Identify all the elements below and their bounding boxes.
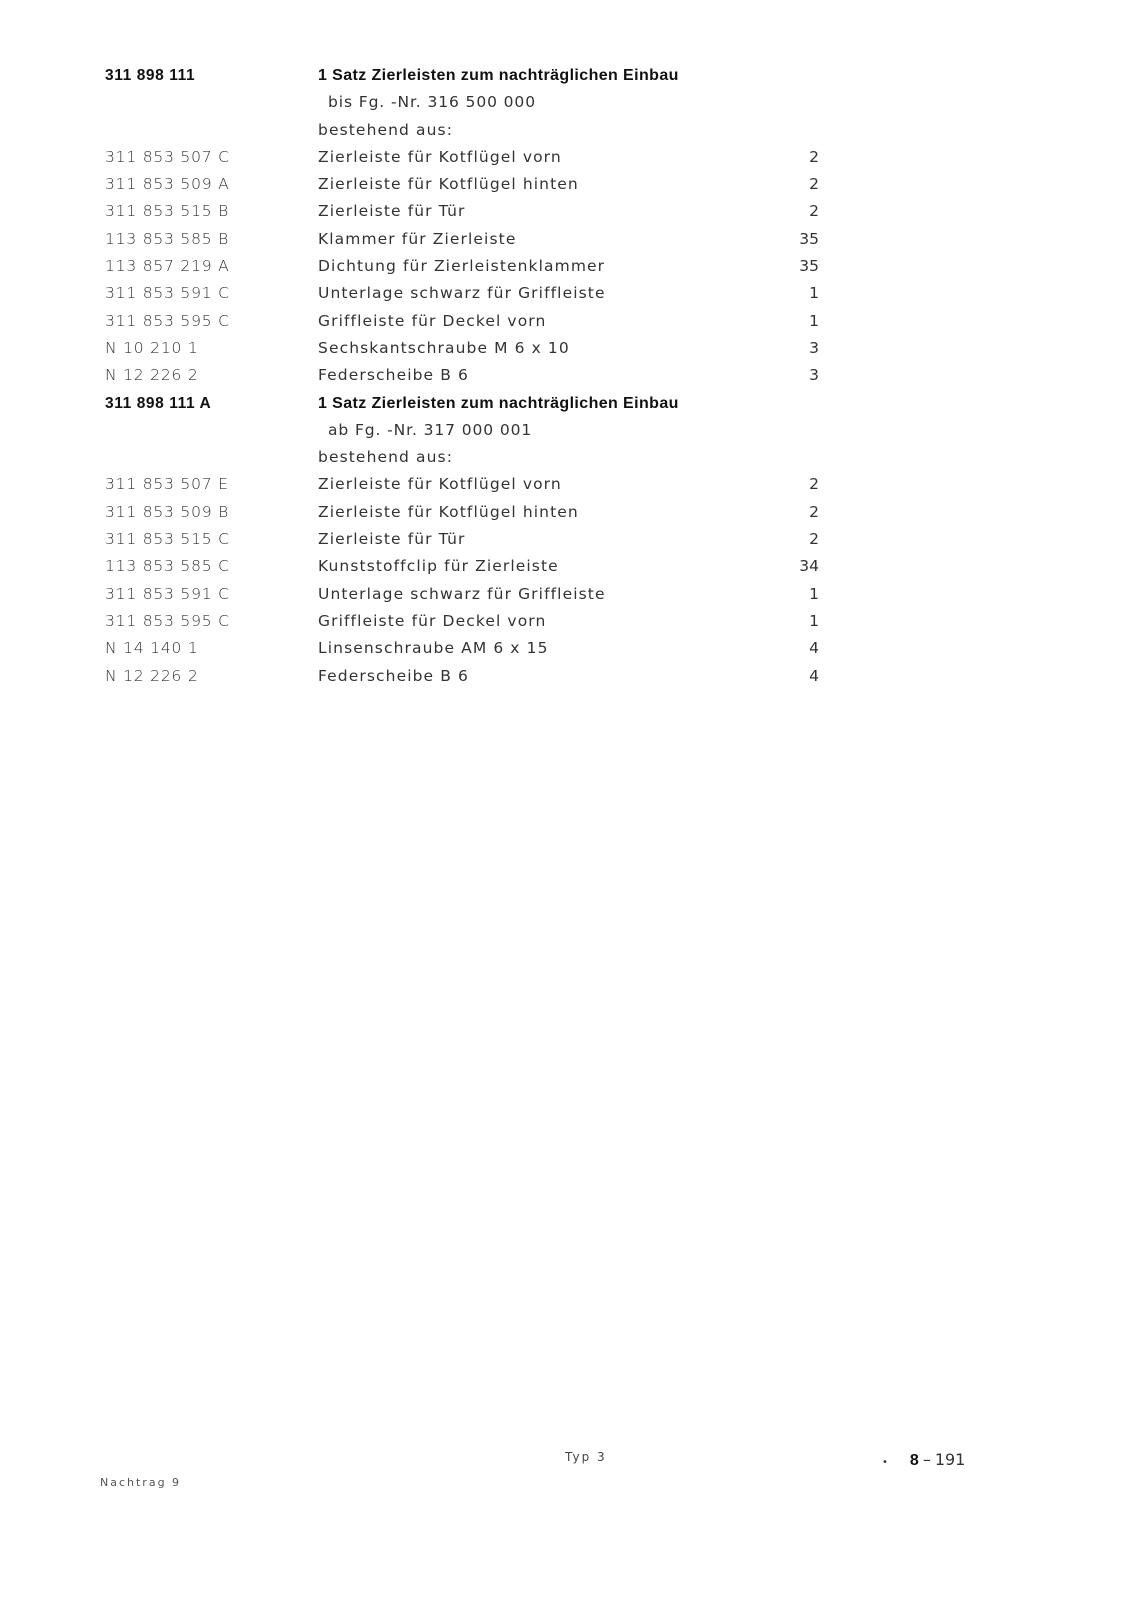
page-separator: – — [922, 1450, 931, 1469]
part-quantity: 2 — [809, 502, 819, 521]
part-description: Federscheibe B 6 — [318, 666, 469, 685]
part-row — [0, 526, 1137, 553]
part-number: 311 853 509 B — [105, 502, 230, 521]
part-number: 311 853 595 C — [105, 611, 230, 630]
part-description: Federscheibe B 6 — [318, 366, 469, 385]
part-description: bestehend aus: — [318, 448, 454, 467]
part-description: Zierleiste für Kotflügel vorn — [318, 147, 562, 166]
consisting-of-row — [0, 444, 1137, 471]
part-number: N 10 210 1 — [105, 338, 199, 357]
part-number: 311 853 591 C — [105, 584, 230, 603]
part-description: Kunststoffclip für Zierleiste — [318, 557, 559, 576]
part-number: 311 853 515 B — [105, 202, 230, 221]
part-description: Sechskantschraube M 6 x 10 — [318, 338, 570, 357]
chassis-range-row — [0, 417, 1137, 444]
part-number: 311 853 509 A — [105, 175, 230, 194]
consisting-of-row — [0, 117, 1137, 144]
part-quantity: 1 — [809, 284, 819, 303]
part-row — [0, 581, 1137, 608]
part-number: 311 853 595 C — [105, 311, 230, 330]
part-quantity: 34 — [799, 557, 819, 576]
part-row — [0, 663, 1137, 690]
part-row — [0, 499, 1137, 526]
part-description: 1 Satz Zierleisten zum nachträglichen Einbau — [318, 394, 679, 412]
part-quantity: 1 — [809, 611, 819, 630]
part-row — [0, 226, 1137, 253]
part-quantity: 2 — [809, 475, 819, 494]
part-quantity: 35 — [799, 257, 819, 276]
part-row — [0, 362, 1137, 389]
part-quantity: 1 — [809, 584, 819, 603]
page-count: 191 — [934, 1450, 966, 1469]
part-description: bestehend aus: — [318, 120, 454, 139]
part-quantity: 35 — [799, 229, 819, 248]
part-number: 311 853 507 C — [105, 147, 230, 166]
part-description: Unterlage schwarz für Griffleiste — [318, 584, 606, 603]
part-description: Zierleiste für Tür — [318, 530, 466, 549]
parts-list — [0, 62, 1137, 690]
part-quantity: 3 — [809, 338, 819, 357]
part-description: Griffleiste für Deckel vorn — [318, 611, 547, 630]
part-number: 311 853 515 C — [105, 530, 230, 549]
part-quantity: 2 — [809, 202, 819, 221]
part-description: bis Fg. -Nr. 316 500 000 — [328, 93, 536, 112]
part-row — [0, 335, 1137, 362]
part-number: 311 853 591 C — [105, 284, 230, 303]
set-header-row — [0, 62, 1137, 89]
bullet-dot: • — [882, 1457, 888, 1468]
part-description: Dichtung für Zierleistenklammer — [318, 257, 606, 276]
part-row — [0, 253, 1137, 280]
part-quantity: 4 — [809, 639, 819, 658]
part-number: 113 857 219 A — [105, 257, 230, 276]
part-row — [0, 553, 1137, 580]
part-number: N 14 140 1 — [105, 639, 199, 658]
part-row — [0, 635, 1137, 662]
part-row — [0, 608, 1137, 635]
part-number: 113 853 585 C — [105, 557, 230, 576]
part-description: Zierleiste für Kotflügel hinten — [318, 502, 579, 521]
part-quantity: 2 — [809, 175, 819, 194]
part-description: Unterlage schwarz für Griffleiste — [318, 284, 606, 303]
part-description: Linsenschraube AM 6 x 15 — [318, 639, 549, 658]
part-row — [0, 471, 1137, 498]
part-quantity: 1 — [809, 311, 819, 330]
part-row — [0, 171, 1137, 198]
page-number — [882, 1450, 965, 1470]
part-description: Zierleiste für Kotflügel hinten — [318, 175, 579, 194]
part-description: ab Fg. -Nr. 317 000 001 — [328, 420, 533, 439]
part-row — [0, 308, 1137, 335]
part-row — [0, 144, 1137, 171]
part-description: Zierleiste für Kotflügel vorn — [318, 475, 562, 494]
part-description: 1 Satz Zierleisten zum nachträglichen Einbau — [318, 67, 679, 84]
part-description: Griffleiste für Deckel vorn — [318, 311, 547, 330]
part-quantity: 2 — [809, 147, 819, 166]
vehicle-type-label: Typ 3 — [565, 1450, 607, 1464]
chassis-range-row — [0, 89, 1137, 116]
section-number: 8 — [909, 1452, 919, 1469]
part-quantity: 3 — [809, 366, 819, 385]
part-number: 113 853 585 B — [105, 229, 230, 248]
set-header-row — [0, 390, 1137, 417]
part-quantity: 4 — [809, 666, 819, 685]
part-number: 311 898 111 — [105, 67, 196, 84]
part-quantity: 2 — [809, 530, 819, 549]
part-row — [0, 198, 1137, 225]
supplement-label: Nachtrag 9 — [100, 1476, 182, 1489]
part-number: 311 853 507 E — [105, 475, 229, 494]
part-number: N 12 226 2 — [105, 666, 199, 685]
part-number: 311 898 111 A — [105, 394, 212, 412]
part-row — [0, 280, 1137, 307]
part-description: Zierleiste für Tür — [318, 202, 466, 221]
part-number: N 12 226 2 — [105, 366, 199, 385]
part-description: Klammer für Zierleiste — [318, 229, 517, 248]
